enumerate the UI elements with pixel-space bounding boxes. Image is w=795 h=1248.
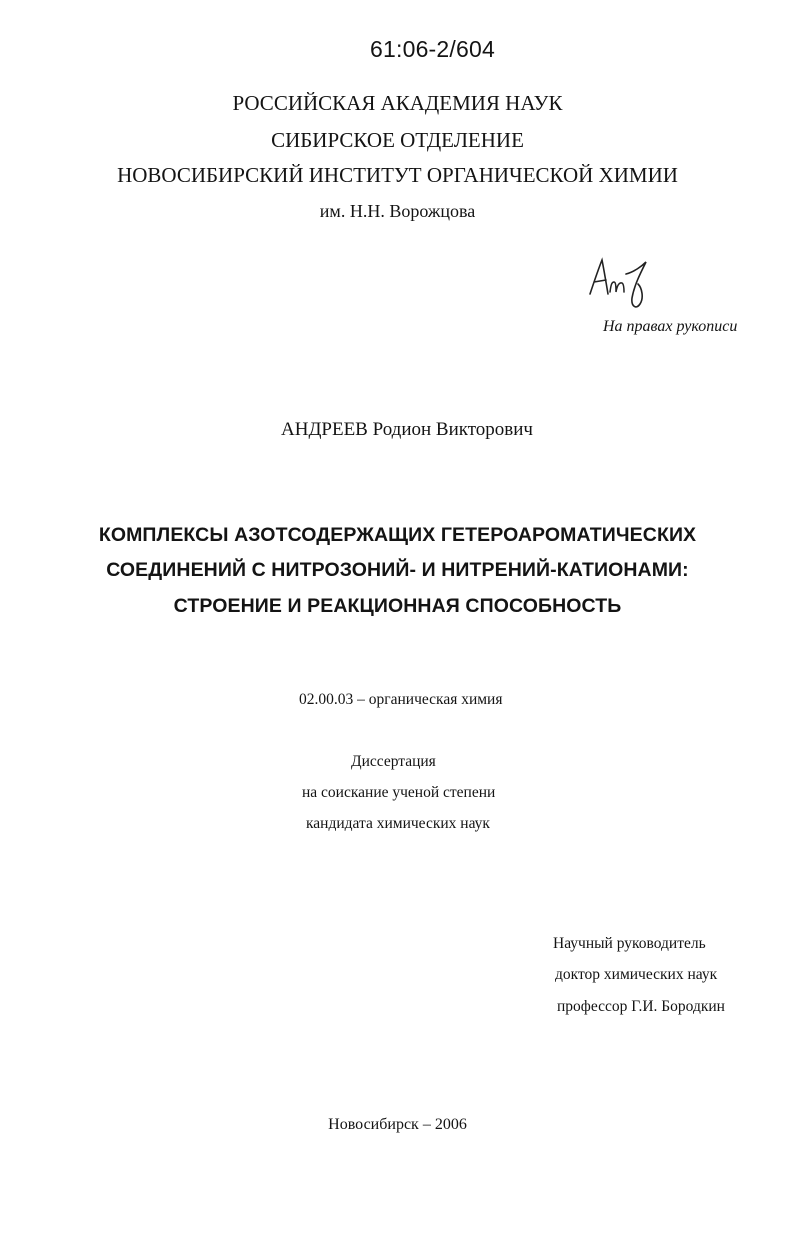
organization-line-branch: СИБИРСКОЕ ОТДЕЛЕНИЕ bbox=[271, 128, 524, 152]
supervisor-name: профессор Г.И. Бородкин bbox=[557, 998, 725, 1015]
manuscript-note: На правах рукописи bbox=[603, 318, 738, 335]
catalog-number: 61:06-2/604 bbox=[370, 36, 495, 62]
city-year: Новосибирск – 2006 bbox=[328, 1116, 467, 1133]
specialty-code: 02.00.03 – органическая химия bbox=[299, 691, 503, 708]
organization-line-academy: РОССИЙСКАЯ АКАДЕМИЯ НАУК bbox=[232, 91, 563, 115]
supervisor-degree: доктор химических наук bbox=[555, 966, 718, 983]
dissertation-line-3: кандидата химических наук bbox=[306, 815, 490, 832]
dissertation-line-1: Диссертация bbox=[351, 753, 436, 770]
title-line-2: СОЕДИНЕНИЙ С НИТРОЗОНИЙ- И НИТРЕНИЙ-КАТИОНАМИ: bbox=[106, 559, 689, 581]
dissertation-line-2: на соискание ученой степени bbox=[302, 784, 496, 801]
organization-named-after: им. Н.Н. Ворожцова bbox=[319, 201, 476, 221]
signature-image bbox=[584, 252, 654, 314]
title-line-1: КОМПЛЕКСЫ АЗОТСОДЕРЖАЩИХ ГЕТЕРОАРОМАТИЧЕСКИХ bbox=[98, 524, 697, 546]
organization-line-institute: НОВОСИБИРСКИЙ ИНСТИТУТ ОРГАНИЧЕСКОЙ ХИМИИ bbox=[117, 163, 678, 187]
title-line-3: СТРОЕНИЕ И РЕАКЦИОННАЯ СПОСОБНОСТЬ bbox=[173, 595, 622, 617]
author-name: АНДРЕЕВ Родион Викторович bbox=[281, 419, 533, 440]
supervisor-role: Научный руководитель bbox=[553, 935, 706, 952]
